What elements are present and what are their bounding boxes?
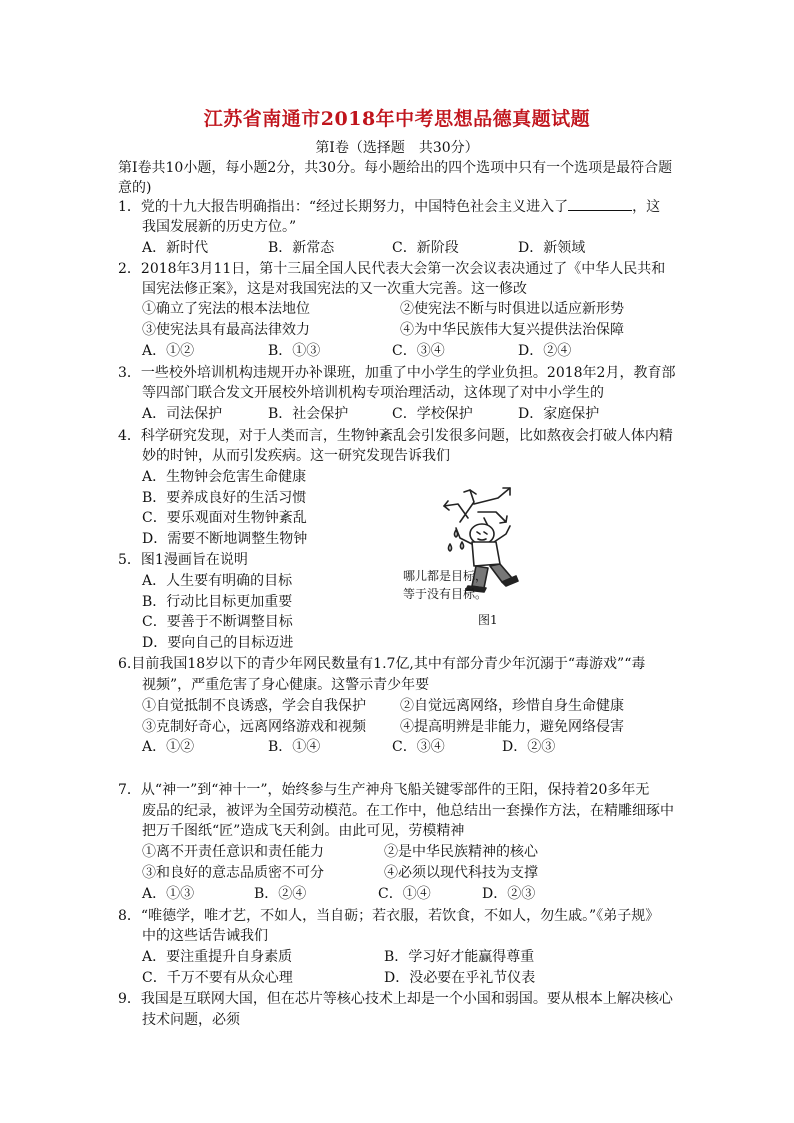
statement-item: ②是中华民族精神的核心 [384,844,538,860]
option-c: C．千万不要有从众心理 [142,970,293,986]
option-d: D．②③ [502,739,556,755]
statement-item: ②自觉远离网络，珍惜自身生命健康 [400,698,624,714]
question-2-stem: 2．2018年3月11日，第十三届全国人民代表大会第一次会议表决通过了《中华人民共和 [118,261,666,277]
option-d: D．新领域 [518,240,586,256]
question-6-stem: 6.目前我国18岁以下的青少年网民数量有1.7亿,其中有部分青少年沉溺于“毒游戏”“毒 [118,656,646,672]
option-a: A．人生要有明确的目标 [142,573,293,589]
option-b: B．社会保护 [268,406,349,422]
option-b: B．要养成良好的生活习惯 [142,490,307,506]
question-3-stem: 等四部门联合发文开展校外培训机构专项治理活动，这体现了对中小学生的 [142,385,604,401]
option-c: C．要善于不断调整目标 [142,614,293,630]
option-d: D．②③ [482,886,536,902]
statement-item: ③和良好的意志品质密不可分 [142,865,324,881]
question-8-stem: 8．“唯德学，唯才艺，不如人，当自砺；若衣服，若饮食，不如人，勿生戚。”《弟子规》 [118,908,660,924]
statement-item: ③使宪法具有最高法律效力 [142,322,310,338]
option-b: B．②④ [254,886,307,902]
option-a: A．生物钟会危害生命健康 [142,469,307,485]
option-b: B．新常态 [268,240,335,256]
intro-line: 第Ⅰ卷共10小题，每小题2分，共30分。每小题给出的四个选项中只有一个选项是最符合题 [118,160,673,176]
question-7-stem: 7．从“神一”到“神十一”，始终参与生产神舟飞船关键零部件的王阳，保持着20多年无 [118,782,650,798]
option-c: C．要乐观面对生物钟紊乱 [142,510,307,526]
option-d: D．②④ [518,343,572,359]
figure-label: 图1 [478,613,498,627]
question-2-stem: 国宪法修正案》，这是对我国宪法的又一次重大完善。这一修改 [142,281,527,297]
option-d: D．需要不断地调整生物钟 [142,531,308,547]
statement-item: ②使宪法不断与时俱进以适应新形势 [400,301,624,317]
option-b: B．行动比目标更加重要 [142,594,293,610]
section-heading: 第Ⅰ卷（选择题 共30分） [315,140,479,156]
option-a: A．①② [142,343,195,359]
statement-item: ④提高明辨是非能力，避免网络侵害 [400,719,624,735]
intro-line: 意的) [118,180,152,196]
option-c: C．学校保护 [392,406,473,422]
question-1-stem: 我国发展新的历史方位。” [142,219,297,235]
question-1-stem [118,197,660,217]
option-c: C．①④ [378,886,431,902]
statement-item: ①自觉抵制不良诱惑，学会自我保护 [142,698,366,714]
option-b: B．学习好才能赢得尊重 [384,949,535,965]
stem-text: 1．党的十九大报告明确指出：“经过长期努力，中国特色社会主义进入了 [118,199,569,215]
question-3-stem: 3．一些校外培训机构违规开办补课班，加重了中小学生的学业负担。2018年2月，教育部 [118,365,676,381]
option-b: B．①③ [268,343,321,359]
statement-item: ①确立了宪法的根本法地位 [142,301,310,317]
cartoon-caption: 哪儿都是目标， [403,569,488,583]
option-a: A．司法保护 [142,406,223,422]
question-4-stem: 4．科学研究发现，对于人类而言，生物钟紊乱会引发很多问题，比如熬夜会打破人体内精 [118,428,673,444]
question-5-stem: 5．图1漫画旨在说明 [118,552,248,568]
option-c: C．③④ [392,343,445,359]
question-9-stem: 9．我国是互联网大国，但在芯片等核心技术上却是一个小国和弱国。要从根本上解决核心 [118,991,673,1007]
option-c: C．新阶段 [392,240,459,256]
option-a: A．①② [142,739,195,755]
option-b: B．①④ [268,739,321,755]
statement-item: ④必须以现代科技为支撑 [384,865,538,881]
option-d: D．要向自己的目标迈进 [142,635,294,651]
option-d: D．家庭保护 [518,406,600,422]
option-a: A．要注重提升自身素质 [142,949,293,965]
answer-blank [568,197,632,211]
cartoon-caption: 等于没有目标。 [403,587,488,601]
option-a: A．新时代 [142,240,209,256]
page-title: 江苏省南通市2018年中考思想品德真题试题 [203,108,591,130]
option-c: C．③④ [392,739,445,755]
stem-text: ，这 [632,199,661,215]
question-7-stem: 把万千图纸“匠”造成飞天利剑。由此可见，劳模精神 [142,823,465,839]
statement-item: ③克制好奇心，远离网络游戏和视频 [142,719,366,735]
option-d: D．没必要在乎礼节仪表 [384,970,536,986]
question-8-stem: 中的这些话告诫我们 [142,928,268,944]
question-7-stem: 废品的纪录，被评为全国劳动模范。在工作中，他总结出一套操作方法，在精雕细琢中 [142,803,674,819]
question-4-stem: 妙的时钟，从而引发疾病。这一研究发现告诉我们 [142,448,450,464]
statement-item: ④为中华民族伟大复兴提供法治保障 [400,322,624,338]
figure-1-cartoon [398,482,568,632]
question-6-stem: 视频”，严重危害了身心健康。这警示青少年要 [142,677,430,693]
option-a: A．①③ [142,886,195,902]
statement-item: ①离不开责任意识和责任能力 [142,844,324,860]
question-9-stem: 技术问题，必须 [142,1012,240,1028]
